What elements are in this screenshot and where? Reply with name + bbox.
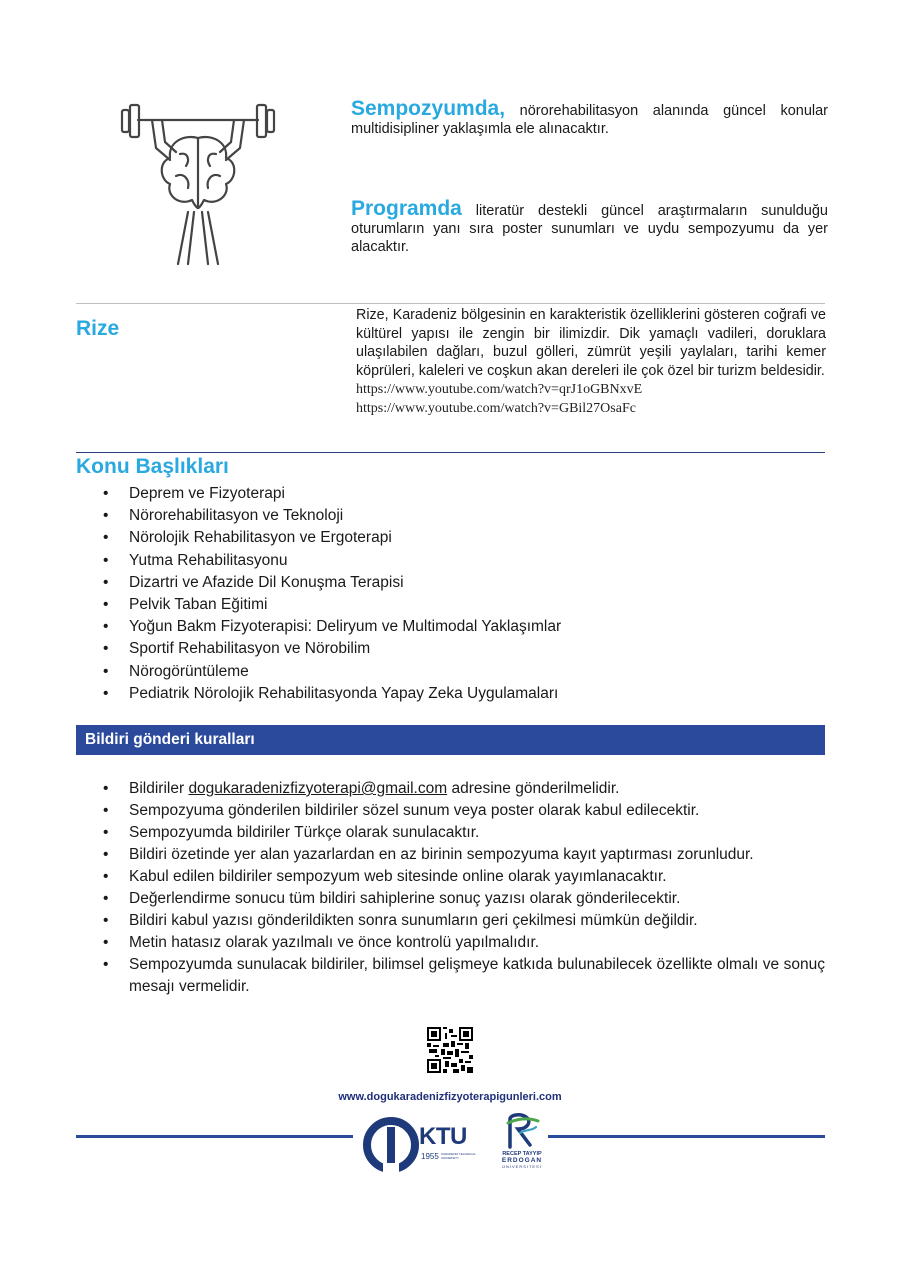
footer-line-left — [76, 1135, 353, 1138]
intro-paragraph-1 — [351, 97, 828, 138]
ktu-logo — [363, 1117, 483, 1175]
topic-item: • Nörorehabilitasyon ve Teknoloji — [76, 505, 825, 527]
ktu-wordmark: KTU — [419, 1123, 467, 1150]
rteu-line-3: ÜNİVERSİTESİ — [502, 1164, 542, 1169]
rule-suffix: adresine gönderilmelidir. — [447, 780, 620, 797]
rule-prefix: Bildiriler — [129, 780, 189, 797]
ktu-subtitle: KARADENIZ TECHNICAL UNIVERSITY — [441, 1152, 476, 1160]
ktu-year: 1955 — [421, 1152, 439, 1161]
intro-text-1: nörorehabilitasyon alanında güncel konular multidisipliner yaklaşımla ele alınacaktır. — [351, 103, 828, 137]
intro-lead-programda: Programda — [351, 197, 462, 220]
topic-item: • Pediatrik Nörolojik Rehabilitasyonda Yapay Zeka Uygulamaları — [76, 683, 825, 705]
rize-text: Rize, Karadeniz bölgesinin en karakteristik özelliklerini gösteren coğrafi ve kültürel yapısı ile zengin bir ilimizdir. Dik yamaçlı vadileri, doruklara ulaşılabilen dağları, buzul gölleri, zümrüt yeşili yaylaları, tarihi kemer köprüleri, kaleleri ve coşkun akan dereleri ile çok özel bir turizm beldesidir. — [356, 307, 826, 379]
rteu-logo — [496, 1113, 548, 1179]
topic-item: • Pelvik Taban Eğitimi — [76, 594, 825, 616]
rteu-emblem-icon — [502, 1113, 542, 1149]
divider-top — [76, 303, 825, 304]
rule-item: • Sempozyuma gönderilen bildiriler sözel sunum veya poster olarak kabul edilecektir. — [76, 800, 825, 822]
ktu-emblem-icon — [363, 1117, 419, 1173]
youtube-link-2[interactable]: https://www.youtube.com/watch?v=GBil27OsaFc — [356, 401, 636, 417]
intro-text-2: literatür destekli güncel araştırmaların sunulduğu oturumların yanı sıra poster sunumları ve uydu sempozyumu da yer alacaktır. — [351, 203, 828, 255]
topics-list — [76, 483, 825, 705]
topic-item: • Yutma Rehabilitasyonu — [76, 550, 825, 572]
intro-lead-sempozyumda: Sempozyumda, — [351, 97, 506, 120]
rule-item: • Metin hatasız olarak yazılmalı ve önce kontrolü yapılmalıdır. — [76, 932, 825, 954]
rule-item: • Sempozyumda bildiriler Türkçe olarak sunulacaktır. — [76, 822, 825, 844]
rule-item: • Bildiri özetinde yer alan yazarlardan en az birinin sempozyuma kayıt yaptırması zorunludur. — [76, 844, 825, 866]
intro-paragraph-2 — [351, 197, 828, 256]
rule-item — [76, 778, 825, 800]
website-url[interactable]: www.dogukaradenizfizyoterapigunleri.com — [338, 1091, 562, 1103]
brain-weightlifting-icon — [118, 100, 278, 270]
topic-item: • Sportif Rehabilitasyon ve Nörobilim — [76, 638, 825, 660]
divider-bottom — [76, 452, 825, 453]
topic-item: • Yoğun Bakm Fizyoterapisi: Deliryum ve Multimodal Yaklaşımlar — [76, 616, 825, 638]
youtube-link-1[interactable]: https://www.youtube.com/watch?v=qrJ1oGBNxvE — [356, 382, 643, 398]
rule-item: • Sempozyumda sunulacak bildiriler, bilimsel gelişmeye katkıda bulunabilecek özellikte olmalı ve sonuç mesajı vermelidir. — [76, 954, 825, 998]
rule-item: • Değerlendirme sonucu tüm bildiri sahiplerine sonuç yazısı olarak gönderilecektir. — [76, 888, 825, 910]
topic-item: • Deprem ve Fizyoterapi — [76, 483, 825, 505]
submission-rules-list — [76, 778, 825, 998]
topics-title: Konu Başlıkları — [76, 455, 229, 478]
topic-item: • Nörolojik Rehabilitasyon ve Ergoterapi — [76, 527, 825, 549]
rize-description — [356, 306, 826, 418]
rteu-line-1: RECEP TAYYIP — [502, 1151, 542, 1157]
submission-header: Bildiri gönderi kuralları — [76, 725, 825, 755]
rule-item: • Bildiri kabul yazısı gönderildikten sonra sunumların geri çekilmesi mümkün değildir. — [76, 910, 825, 932]
footer-line-right — [548, 1135, 825, 1138]
topic-item: • Nörogörüntüleme — [76, 661, 825, 683]
qr-code-icon[interactable] — [427, 1027, 473, 1073]
rize-title: Rize — [76, 317, 120, 340]
rteu-line-2: ERDOGAN — [501, 1157, 543, 1164]
topic-item: • Dizartri ve Afazide Dil Konuşma Terapisi — [76, 572, 825, 594]
rule-item: • Kabul edilen bildiriler sempozyum web sitesinde online olarak yayımlanacaktır. — [76, 866, 825, 888]
email-link[interactable]: dogukaradenizfizyoterapi@gmail.com — [188, 780, 448, 797]
